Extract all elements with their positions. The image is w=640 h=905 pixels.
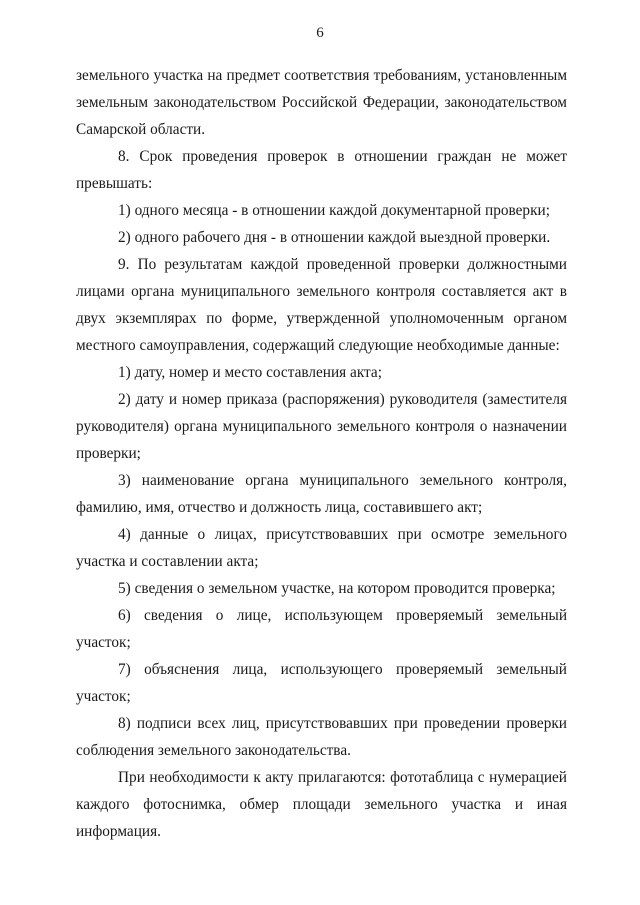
paragraph-item-9-8: 8) подписи всех лиц, присутствовавших при проведении проверки соблюдения земельного законодательства. <box>76 715 567 759</box>
paragraph-item-9-2: 2) дату и номер приказа (распоряжения) руководителя (заместителя руководителя) органа муниципального земельного контроля о назначении проверки; <box>76 391 567 462</box>
paragraph-item-9-7: 7) объяснения лица, использующего проверяемый земельный участок; <box>76 661 567 705</box>
paragraph-item-9-3: 3) наименование органа муниципального земельного контроля, фамилию, имя, отчество и должность лица, составившего акт; <box>76 472 567 516</box>
paragraph-item-8-2: 2) одного рабочего дня - в отношении каждой выездной проверки. <box>118 229 551 246</box>
paragraph-item-9: 9. По результатам каждой проведенной проверки должностными лицами органа муниципального земельного контроля составляется акт в двух экземплярах по форме, утвержденной уполномоченным органом местного самоуправления, содержащий следующие необходимые данные: <box>76 256 567 354</box>
paragraph-attachments: При необходимости к акту прилагаются: фототаблица с нумерацией каждого фотоснимка, обмер площади земельного участка и иная информация. <box>76 769 567 840</box>
page-number: 6 <box>316 25 324 41</box>
paragraph-item-9-5: 5) сведения о земельном участке, на котором проводится проверка; <box>118 580 556 597</box>
paragraph-item-9-6: 6) сведения о лице, использующем проверяемый земельный участок; <box>76 607 567 651</box>
paragraph-item-9-4: 4) данные о лицах, присутствовавших при осмотре земельного участка и составлении акта; <box>76 526 567 570</box>
paragraph-item-8-1: 1) одного месяца - в отношении каждой документарной проверки; <box>118 202 550 219</box>
paragraph-item-9-1: 1) дату, номер и место составления акта; <box>118 364 382 381</box>
document-body <box>76 62 567 845</box>
paragraph-intro: земельного участка на предмет соответствия требованиям, установленным земельным законодательством Российской Федерации, законодательством Самарской области. <box>76 67 567 138</box>
paragraph-item-8: 8. Срок проведения проверок в отношении граждан не может превышать: <box>76 148 567 192</box>
